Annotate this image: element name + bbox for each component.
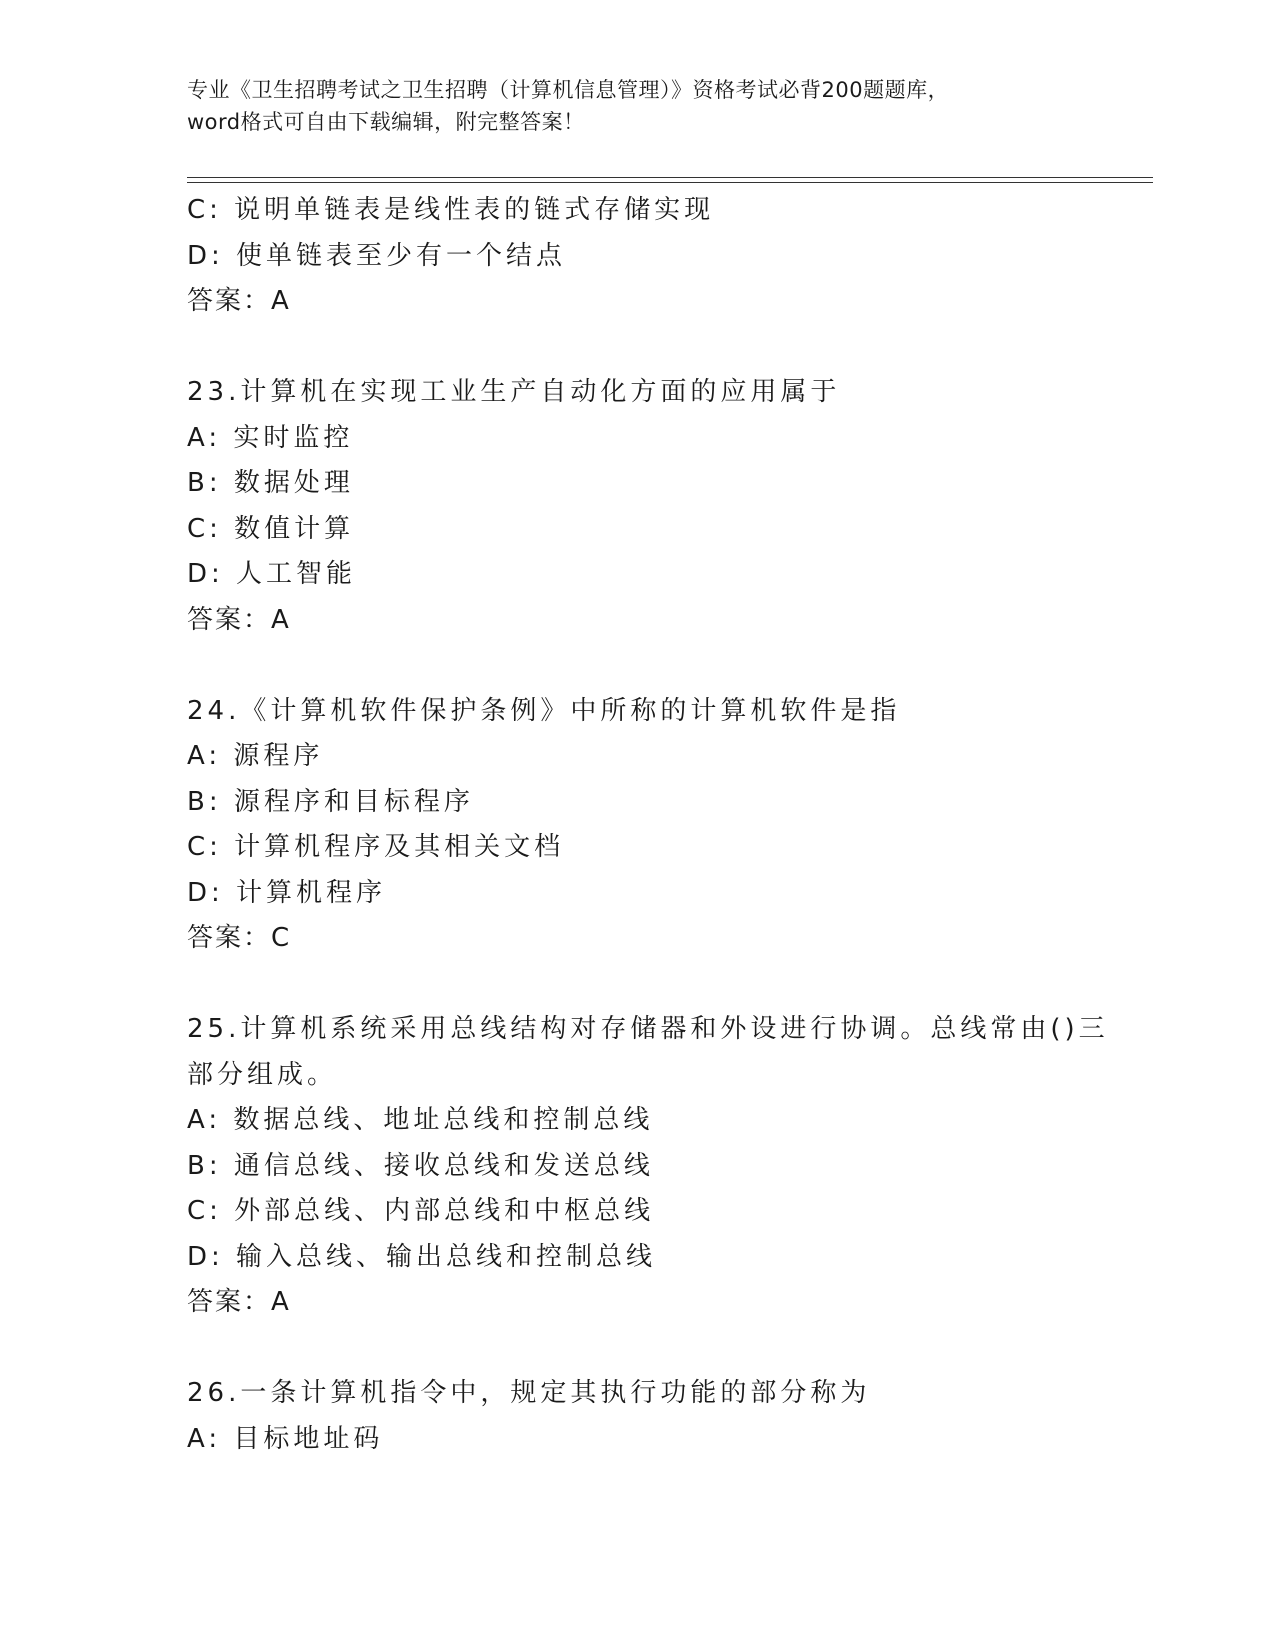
q25-question-line-1: 25.计算机系统采用总线结构对存储器和外设进行协调。总线常由()三	[187, 1014, 1109, 1044]
q23-option-a: A: 实时监控	[187, 422, 354, 453]
q23-option-c: C: 数值计算	[187, 513, 355, 544]
q23-answer-value: A	[271, 604, 290, 635]
q23-option-b: B: 数据处理	[187, 468, 354, 498]
q25-answer	[187, 1280, 1153, 1326]
q22-option-d: D: 使单链表至少有一个结点	[187, 240, 567, 271]
q25-answer-label: 答案：	[187, 1287, 272, 1317]
question-list	[187, 188, 1153, 1462]
header-title-line-2: word格式可自由下载编辑，附完整答案！	[187, 110, 585, 134]
q22-answer-label: 答案：	[187, 286, 272, 316]
q25-option-a: A: 数据总线、地址总线和控制总线	[187, 1105, 654, 1135]
spacer	[187, 1326, 1153, 1372]
spacer	[187, 643, 1153, 689]
q24-answer-label: 答案：	[187, 923, 272, 953]
q24-question: 24.《计算机软件保护条例》中所称的计算机软件是指	[187, 695, 901, 726]
q23-option-d: D: 人工智能	[187, 559, 357, 589]
q22-answer-value: A	[271, 286, 290, 316]
document-header	[187, 74, 1087, 138]
q25-question-line-2: 部分组成。	[187, 1059, 338, 1090]
q25-option-c: C: 外部总线、内部总线和中枢总线	[187, 1196, 655, 1226]
q24-answer	[187, 916, 1153, 962]
q24-option-d: D: 计算机程序	[187, 877, 387, 908]
spacer	[187, 962, 1153, 1008]
q23-answer	[187, 598, 1153, 644]
q25-answer-value: A	[271, 1287, 290, 1317]
q24-option-a: A: 源程序	[187, 741, 324, 771]
q24-answer-value: C	[271, 923, 291, 953]
q24-option-b: B: 源程序和目标程序	[187, 786, 474, 817]
q24-option-c: C: 计算机程序及其相关文档	[187, 832, 565, 862]
q23-answer-label: 答案：	[187, 604, 272, 635]
header-divider-bottom	[187, 182, 1153, 183]
header-divider-top	[187, 177, 1153, 178]
spacer	[187, 325, 1153, 371]
header-title-line-1: 专业《卫生招聘考试之卫生招聘（计算机信息管理）》资格考试必背200题题库，	[187, 78, 950, 102]
q23-question: 23.计算机在实现工业生产自动化方面的应用属于	[187, 377, 841, 407]
q25-option-b: B: 通信总线、接收总线和发送总线	[187, 1150, 654, 1181]
q22-answer	[187, 279, 1153, 325]
q26-question: 26.一条计算机指令中，规定其执行功能的部分称为	[187, 1378, 871, 1408]
q26-option-a: A: 目标地址码	[187, 1423, 384, 1454]
q22-option-c: C: 说明单链表是线性表的链式存储实现	[187, 195, 715, 225]
q25-option-d: D: 输入总线、输出总线和控制总线	[187, 1241, 657, 1272]
